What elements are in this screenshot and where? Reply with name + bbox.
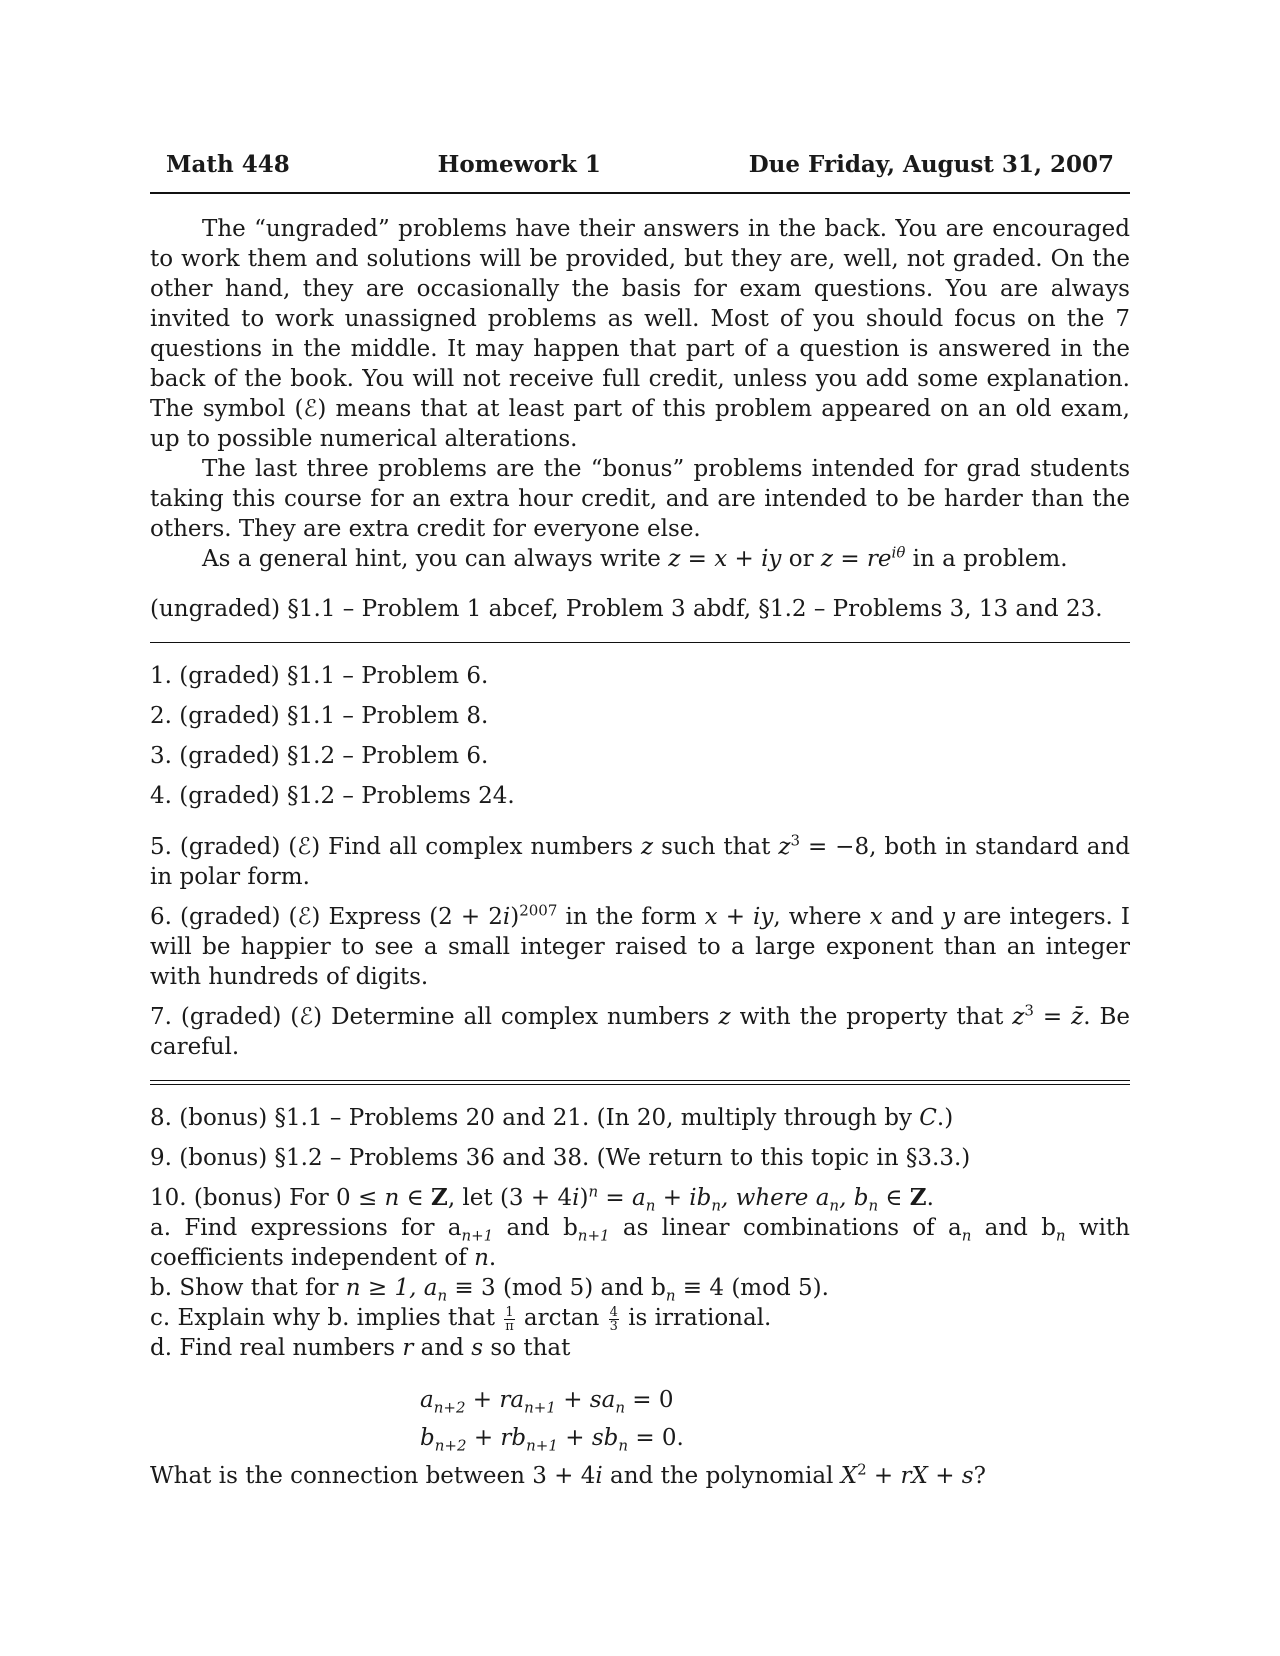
problem-3: 3. (graded) §1.2 – Problem 6. [150,743,489,769]
problem-1: 1. (graded) §1.1 – Problem 6. [150,663,489,689]
problem-10-part-c: c. Explain why b. implies that $\frac{1}{\pi}$ arctan $\frac{4}{3}$ is irrational. [150,1304,772,1334]
problem-2: 2. (graded) §1.1 – Problem 8. [150,703,489,729]
fraction-one-over-pi: $\frac{1}{\pi}$ [505,1304,514,1334]
recurrence-equations [150,1381,1130,1457]
due-date: Due Friday, August 31, 2007 [748,151,1114,178]
problem-6: 6. (graded) (ℰ) Express $(2 + 2i)^{2007}$ in the form x + iy, where x and y are integers. I will be happier to see a small integer raised to a large exponent than an integer with hundreds of digits. [150,901,1131,990]
equation-b: $b_{n+2} + rb_{n+1} + sb_n = 0$. [420,1425,684,1455]
problem-10-question: What is the connection between 3 + 4i and the polynomial $X^2$ + rX + s? [150,1460,986,1489]
problem-10-part-b: b. Show that for n ≥ 1, $a_n \equiv 3$ (mod 5) and $b_n \equiv 4$ (mod 5). [150,1275,829,1305]
problem-4: 4. (graded) §1.2 – Problems 24. [150,783,515,809]
problem-10-part-a: a. Find expressions for $a_{n+1}$ and $b_{n+1}$ as linear combinations of $a_n$ and $b_n$ with coefficients independent of n. [150,1215,1130,1271]
problem-9: 9. (bonus) §1.2 – Problems 36 and 38. (We return to this topic in §3.3.) [150,1145,971,1171]
problem-8: 8. (bonus) §1.1 – Problems 20 and 21. (In 20, multiply through by C.) [150,1105,954,1131]
header [150,150,1130,192]
problem-7: 7. (graded) (ℰ) Determine all complex numbers z with the property that $z^3$ = z̄. Be careful. [150,1001,1130,1060]
intro-paragraph-1: The “ungraded” problems have their answers in the back. You are encouraged to work them and solutions will be provided, but they are, well, not graded. On the other hand, they are occasionally the basis for exam questions. You are always invited to work unassigned problems as well. Most of you should focus on the 7 questions in the middle. It may happen that part of a question is answered in the back of the book. You will not receive full credit, unless you add some explanation. The symbol (ℰ) means that at least part of this problem appeared on an old exam, up to possible numerical alterations. [150,216,1130,452]
equation-a: $a_{n+2} + ra_{n+1} + sa_n = 0$ [420,1387,674,1417]
intro-paragraph-2: The last three problems are the “bonus” problems intended for grad students taking this course for an extra hour credit, and are intended to be harder than the others. They are extra credit for everyone else. [150,456,1130,542]
problem-10-part-d: d. Find real numbers r and s so that [150,1335,571,1361]
problem-5: 5. (graded) (ℰ) Find all complex numbers z such that $z^3 = -8$, both in standard and in polar form. [150,831,1130,890]
homework-document [150,150,1130,1491]
intro-paragraph-3: As a general hint, you can always write z = x + iy or $z = re^{i\theta}$ in a problem. [202,543,1068,572]
fraction-four-thirds: $\frac{4}{3}$ [609,1304,618,1334]
course-name: Math 448 [166,151,290,178]
ungraded-problems: (ungraded) §1.1 – Problem 1 abcef, Problem 3 abdf, §1.2 – Problems 3, 13 and 23. [150,596,1103,622]
homework-title: Homework 1 [437,151,601,178]
problem-10-statement: 10. (bonus) For 0 ≤ n ∈ Z, let $(3 + 4i)^n = a_n + ib_n$, where $a_n$, $b_n$ ∈ Z. [150,1182,934,1215]
problem-10 [150,1183,1130,1491]
